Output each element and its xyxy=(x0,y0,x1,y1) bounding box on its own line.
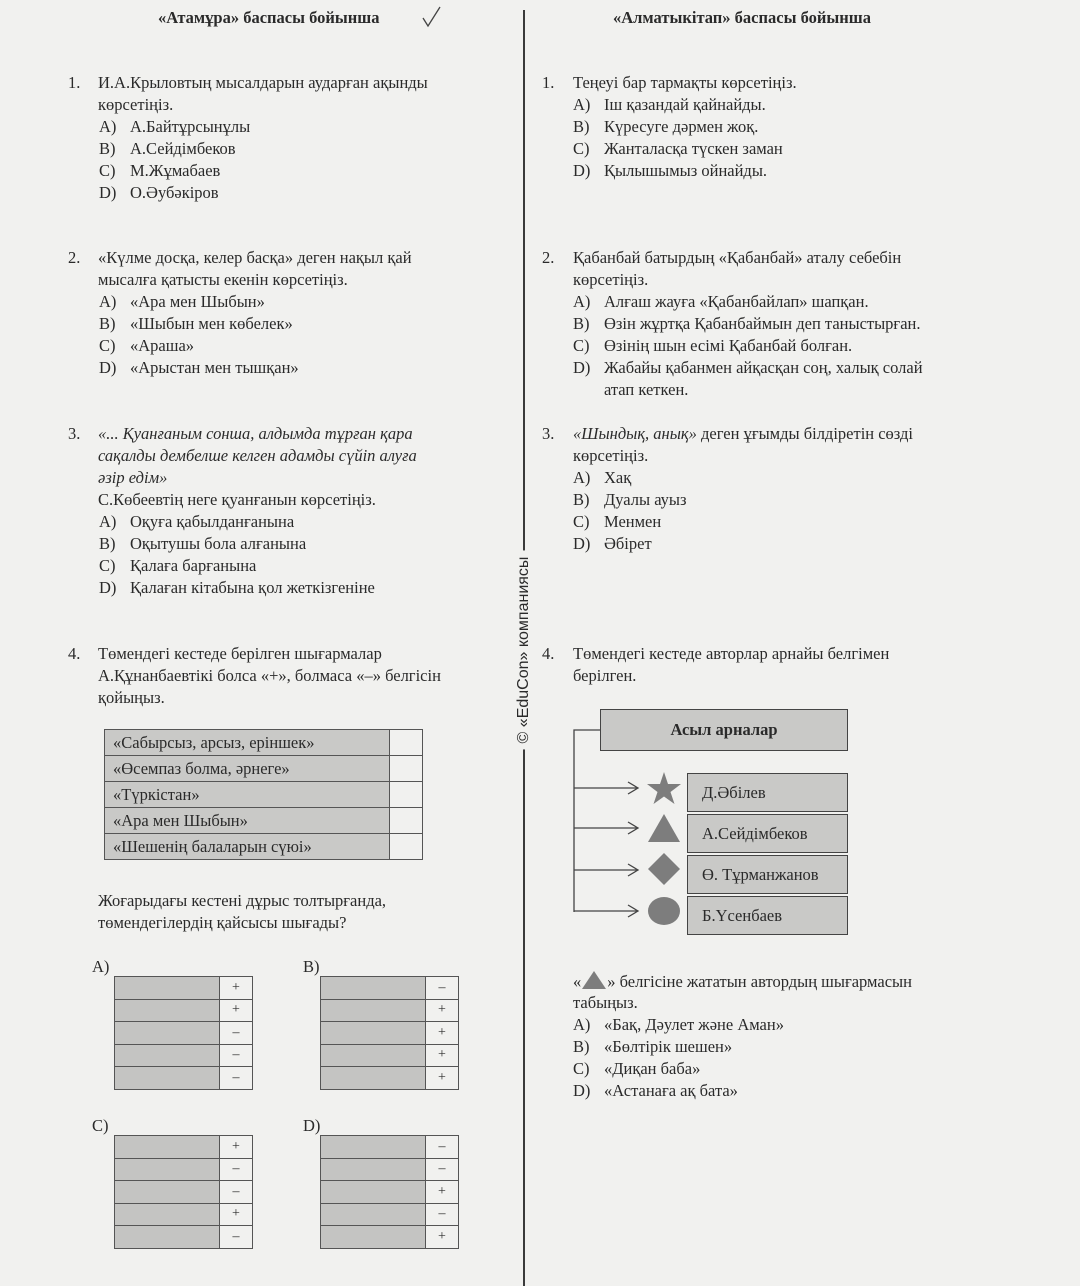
triangle-icon xyxy=(646,812,682,844)
answer-option[interactable]: A) Хақ xyxy=(573,468,632,487)
question-text: Теңеуі бар тармақты көрсетіңіз. xyxy=(573,73,797,92)
answer-option[interactable]: A) «Ара мен Шыбын» xyxy=(99,292,265,311)
work-title: «Шешенің балаларын сүюі» xyxy=(105,834,390,860)
answer-option[interactable]: C) Менмен xyxy=(573,512,662,531)
answer-option[interactable]: D) Қылышымыз ойнайды. xyxy=(573,161,768,180)
question-text: берілген. xyxy=(573,666,637,685)
author-box: Ө. Тұрманжанов xyxy=(687,855,848,894)
watermark: © «EduCon» компаниясы xyxy=(515,551,533,750)
answer-cell[interactable] xyxy=(390,730,423,756)
answer-option[interactable]: B) А.Сейдімбеков xyxy=(99,139,236,158)
diagram-title: Асыл арналар xyxy=(600,709,848,751)
answer-option[interactable]: D) «Арыстан мен тышқан» xyxy=(99,358,299,377)
answer-option[interactable]: A) «Бақ, Дәулет және Аман» xyxy=(573,1015,784,1034)
table-row xyxy=(105,834,423,860)
answer-cell[interactable] xyxy=(390,756,423,782)
answer-option[interactable]: D) Әбірет xyxy=(573,534,652,553)
answer-option[interactable]: D) Қалаған кітабына қол жеткізгеніне xyxy=(99,578,375,597)
answer-label: A) xyxy=(92,957,110,976)
answer-option[interactable]: A) А.Байтұрсынұлы xyxy=(99,117,251,136)
question-number: 3. xyxy=(542,424,555,443)
table-row xyxy=(105,730,423,756)
question-number: 2. xyxy=(542,248,555,267)
star-icon xyxy=(646,771,682,805)
answer-option[interactable]: B) «Шыбын мен көбелек» xyxy=(99,314,293,333)
answer-option[interactable]: D) О.Әубәкіров xyxy=(99,183,219,202)
answer-option[interactable]: C) Қалаға барғанына xyxy=(99,556,257,575)
author-box: А.Сейдімбеков xyxy=(687,814,848,853)
works-table xyxy=(104,729,423,860)
question-text: мысалға қатысты екенін көрсетіңіз. xyxy=(98,270,348,289)
quote-text: сақалды дембелше келген адамды сүйіп алуға xyxy=(98,446,417,465)
answer-option[interactable]: B) Өзін жұртқа Қабанбаймын деп таныстырған. xyxy=(573,314,921,333)
question-number: 4. xyxy=(68,644,81,663)
question-number: 1. xyxy=(542,73,555,92)
checkmark-icon xyxy=(420,4,444,30)
question-text: С.Көбеевтің неге қуанғанын көрсетіңіз. xyxy=(98,490,376,509)
answer-table-c[interactable]: + – – + – xyxy=(114,1135,253,1249)
work-title: «Түркістан» xyxy=(105,782,390,808)
answer-option[interactable]: C) «Араша» xyxy=(99,336,195,355)
question-text: И.А.Крыловтың мысалдарын аударған ақынды xyxy=(98,73,428,92)
question-text: Төмендегі кестеде берілген шығармалар xyxy=(98,644,382,663)
question-text: Қабанбай батырдың «Қабанбай» аталу себебін xyxy=(573,248,902,267)
table-row xyxy=(105,782,423,808)
answer-cell[interactable] xyxy=(390,808,423,834)
question-number: 1. xyxy=(68,73,81,92)
answer-table-d[interactable]: – – + – + xyxy=(320,1135,459,1249)
answer-option[interactable]: A) Оқуға қабылданғанына xyxy=(99,512,295,531)
answer-option[interactable]: D) «Астанаға ақ бата» xyxy=(573,1081,738,1100)
author-box: Д.Әбілев xyxy=(687,773,848,812)
answer-option[interactable]: B) Күресуге дәрмен жоқ. xyxy=(573,117,759,136)
answer-option[interactable]: A) Алғаш жауға «Қабанбайлап» шапқан. xyxy=(573,292,869,311)
quote-text: әзір едім» xyxy=(98,468,168,487)
table-row xyxy=(105,756,423,782)
answer-option-continuation: атап кеткен. xyxy=(604,380,689,399)
answer-table-a[interactable]: + + – – – xyxy=(114,976,253,1090)
question-text: А.Құнанбаевтікі болса «+», болмаса «–» белгісін xyxy=(98,666,441,685)
question-text: табыңыз. xyxy=(573,993,638,1012)
question-number: 3. xyxy=(68,424,81,443)
right-header: «Алматыкітап» баспасы бойынша xyxy=(613,8,871,27)
quote-text: «... Қуанғаным сонша, алдымда тұрған қара xyxy=(98,424,413,443)
answer-option[interactable]: A) Іш қазандай қайнайды. xyxy=(573,95,766,114)
work-title: «Өсемпаз болма, әрнеге» xyxy=(105,756,390,782)
answer-option[interactable]: C) «Диқан баба» xyxy=(573,1059,701,1078)
question-number: 2. xyxy=(68,248,81,267)
question-text: көрсетіңіз. xyxy=(98,95,174,114)
answer-label: D) xyxy=(303,1116,321,1135)
answer-option[interactable]: B) «Бөлтірік шешен» xyxy=(573,1037,733,1056)
answer-option[interactable]: C) Жанталасқа түскен заман xyxy=(573,139,783,158)
answer-option[interactable]: B) Оқытушы бола алғанына xyxy=(99,534,307,553)
question-text: « » белгісіне жататын автордың шығармасын xyxy=(573,972,912,991)
question-number: 4. xyxy=(542,644,555,663)
answer-option[interactable]: D) Жабайы қабанмен айқасқан соң, халық солай xyxy=(573,358,923,377)
circle-icon xyxy=(646,895,682,927)
answer-cell[interactable] xyxy=(390,834,423,860)
answer-table-b[interactable]: – + + + + xyxy=(320,976,459,1090)
answer-cell[interactable] xyxy=(390,782,423,808)
answer-label: B) xyxy=(303,957,320,976)
table-row xyxy=(105,808,423,834)
question-text: көрсетіңіз. xyxy=(573,446,649,465)
work-title: «Ара мен Шыбын» xyxy=(105,808,390,834)
question-text: «Күлме досқа, келер басқа» деген нақыл қай xyxy=(98,248,412,267)
question-text: Төмендегі кестеде авторлар арнайы белгімен xyxy=(573,644,890,663)
question-text: «Шындық, анық» деген ұғымды білдіретін сөзді xyxy=(573,424,914,443)
answer-label: C) xyxy=(92,1116,109,1135)
answer-option[interactable]: C) Өзінің шын есімі Қабанбай болған. xyxy=(573,336,853,355)
author-box: Б.Үсенбаев xyxy=(687,896,848,935)
question-text: қойыңыз. xyxy=(98,688,165,707)
question-text: Жоғарыдағы кестені дұрыс толтырғанда, xyxy=(98,891,387,910)
question-text: төмендегілердің қайсысы шығады? xyxy=(98,913,347,932)
left-header: «Атамұра» баспасы бойынша xyxy=(158,8,380,27)
triangle-icon xyxy=(581,970,607,990)
answer-option[interactable]: B) Дуалы ауыз xyxy=(573,490,687,509)
question-text: көрсетіңіз. xyxy=(573,270,649,289)
work-title: «Сабырсыз, арсыз, еріншек» xyxy=(105,730,390,756)
diamond-icon xyxy=(646,852,682,886)
answer-option[interactable]: C) М.Жұмабаев xyxy=(99,161,221,180)
